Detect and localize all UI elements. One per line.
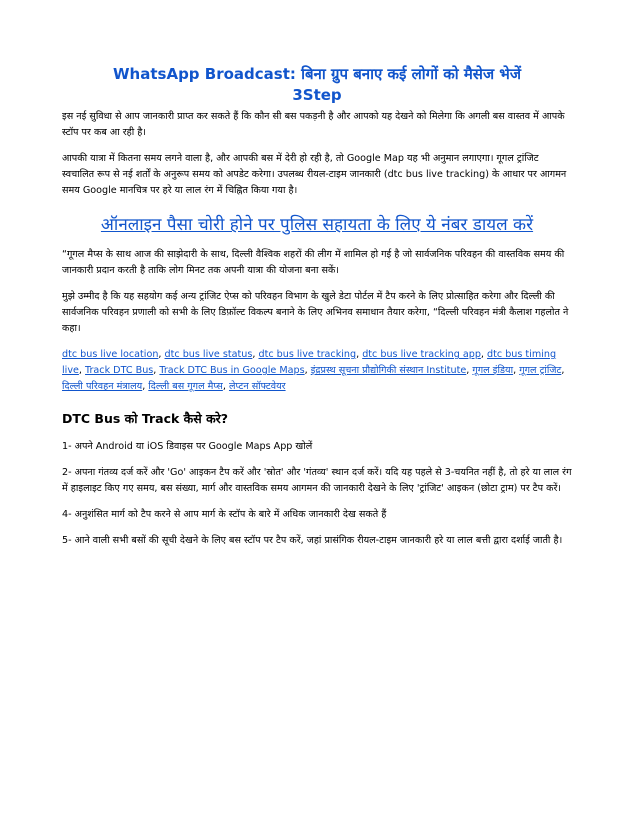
quote-paragraph-1: “गूगल मैप्स के साथ आज की साझेदारी के साथ, दिल्ली वैश्विक शहरों की लीग में शामिल हो गई है जो सार्वजनिक परिवहन की वास्तविक समय की जानकारी प्रदान करती है ताकि लोग मिनट तक अपनी यात्रा की योजना बना सकें। <box>62 249 565 276</box>
tag-link[interactable]: Track DTC Bus <box>85 365 154 376</box>
title-prefix: WhatsApp Broadcast: <box>113 65 302 83</box>
step-2: 2- अपना गंतव्य दर्ज करें और 'Go' आइकन टैप करें और 'स्रोत' और 'गंतव्य' स्थान दर्ज करें। यदि यह पहले से 3-चयनित नहीं है, तो हरे या लाल रंग में हाइलाइट किए गए समय, बस संख्या, मार्ग और वास्तविक समय आगमन की जानकारी देखने के लिए 'ट्रांजिट' आइकन (छोटा ट्राम) पर टैप करें। <box>62 467 572 494</box>
intro-paragraph-1: इस नई सुविधा से आप जानकारी प्राप्त कर सकते हैं कि कौन सी बस पकड़नी है और आपको यह देखने को मिलेगा कि अगली बस वास्तव में आपके स्टॉप पर कब आ रही है। <box>62 111 565 138</box>
tag-link[interactable]: गूगल ट्रांजिट <box>519 365 562 376</box>
article-title[interactable] <box>62 64 572 106</box>
section-heading: DTC Bus को Track कैसे करे? <box>62 411 229 426</box>
title-main: बिना ग्रुप बनाए कई लोगों को मैसेज भेजें <box>301 65 521 83</box>
intro-paragraph-2: आपकी यात्रा में कितना समय लगने वाला है, और आपकी बस में देरी हो रही है, तो Google Map यह भी अनुमान लगाएगा। गूगल ट्रांजिट स्वचालित रूप से नई शर्तों के अनुरूप समय को अपडेट करेगा। उपलब्ध रीयल-टाइम जानकारी (dtc bus live tracking) के आधार पर आगमन समय Google मानचित्र पर हरे या लाल रंग में चिह्नित किया गया है। <box>62 153 567 196</box>
tag-link[interactable]: dtc bus live status <box>164 349 253 360</box>
document-page <box>62 64 572 549</box>
step-1: 1- अपने Android या iOS डिवाइस पर Google Maps App खोलें <box>62 441 313 452</box>
tag-link[interactable]: dtc bus live location <box>62 349 159 360</box>
tag-links: dtc bus live location, dtc bus live status, dtc bus live tracking, dtc bus live tracking app, dtc bus timing live, Track DTC Bus, Track DTC Bus in Google Maps, इंद्रप्रस्थ सूचना प्रौद्योगिकी संस्थान Institute, गूगल इंडिया, गूगल ट्रांजिट, दिल्ली परिवहन मंत्रालय, दिल्ली बस गूगल मैप्स, लेप्टन सॉफ्टवेयर <box>62 349 565 392</box>
tag-link[interactable]: Track DTC Bus in Google Maps <box>159 365 305 376</box>
tag-link[interactable]: लेप्टन सॉफ्टवेयर <box>228 381 286 392</box>
quote-paragraph-2: मुझे उम्मीद है कि यह सहयोग कई अन्य ट्रांजिट ऐप्स को परिवहन विभाग के खुले डेटा पोर्टल में टैप करने के लिए प्रोत्साहित करेगा और दिल्ली की सार्वजनिक परिवहन प्रणाली को सभी के लिए डिफ़ॉल्ट विकल्प बनाने के लिए अभिनव समाधान तैयार करेगा, “दिल्ली परिवहन मंत्री कैलाश गहलोत ने कहा। <box>62 291 569 334</box>
tag-link[interactable]: दिल्ली बस गूगल मैप्स <box>148 381 223 392</box>
tag-link[interactable]: dtc bus live tracking <box>258 349 357 360</box>
tag-link[interactable]: गूगल इंडिया <box>472 365 514 376</box>
tag-link[interactable]: dtc bus timing live <box>62 349 557 376</box>
tag-link[interactable]: दिल्ली परिवहन मंत्रालय <box>62 381 143 392</box>
step-4: 4- अनुशंसित मार्ग को टैप करने से आप मार्ग के स्टॉप के बारे में अधिक जानकारी देख सकते हैं <box>62 509 387 520</box>
tag-link[interactable]: इंद्रप्रस्थ सूचना प्रौद्योगिकी संस्थान Institute <box>310 365 467 376</box>
title-line2: 3Step <box>292 86 342 104</box>
step-5: 5- आने वाली सभी बसों की सूची देखने के लिए बस स्टॉप पर टैप करें, जहां प्रासंगिक रीयल-टाइम जानकारी हरे या लाल बत्ती द्वारा दर्शाई जाती है। <box>62 535 563 546</box>
related-article-link[interactable]: ऑनलाइन पैसा चोरी होने पर पुलिस सहायता के लिए ये नंबर डायल करें <box>100 215 534 235</box>
tag-link[interactable]: dtc bus live tracking app <box>362 349 481 360</box>
